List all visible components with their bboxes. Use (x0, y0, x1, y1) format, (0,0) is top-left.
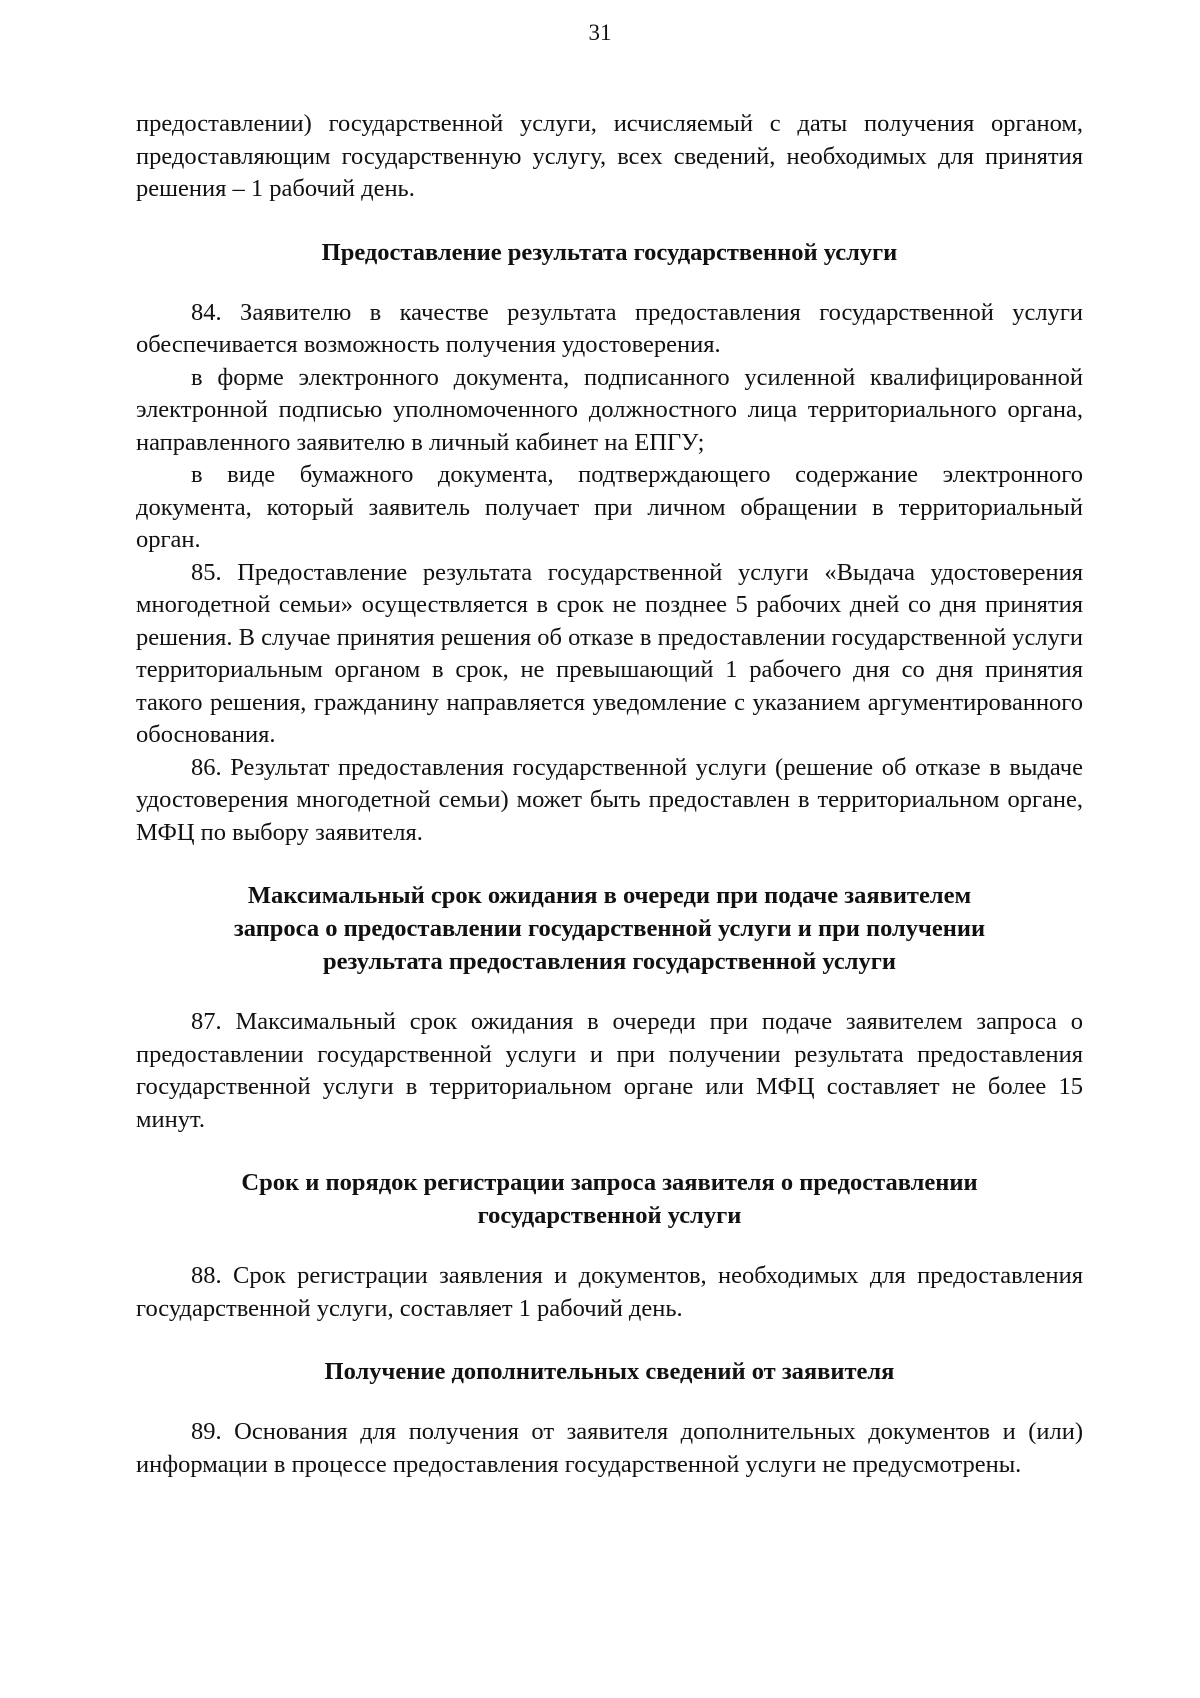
paragraph-87: 87. Максимальный срок ожидания в очереди при подаче заявителем запроса о предоставлении государственной услуги и при получении результата предоставления государственной услуги в территориальном органе или МФЦ составляет не более 15 минут. (136, 1008, 1083, 1133)
section-heading-waiting-line-1: Максимальный срок ожидания в очереди при подаче заявителем (247, 882, 972, 909)
paragraph-84-item-2: в виде бумажного документа, подтверждающего содержание электронного документа, который заявитель получает при личном обращении в территориальный орган. (136, 461, 1083, 553)
section-heading-registration-line-1: Срок и порядок регистрации запроса заявителя о предоставлении (241, 1169, 978, 1196)
page-number: 31 (588, 20, 612, 45)
section-heading-waiting-line-2: запроса о предоставлении государственной услуги и при получении (233, 915, 986, 942)
paragraph-89: 89. Основания для получения от заявителя дополнительных документов и (или) информации в процессе предоставления государственной услуги не предусмотрены. (136, 1418, 1083, 1478)
section-heading-waiting (136, 879, 1083, 978)
section-heading-registration (136, 1166, 1083, 1232)
section-heading-result: Предоставление результата государственной услуги (321, 238, 898, 266)
paragraph-85: 85. Предоставление результата государственной услуги «Выдача удостоверения многодетной семьи» осуществляется в срок не позднее 5 рабочих дней со дня принятия решения. В случае принятия решения об отказе в предоставлении государственной услуги территориальным органом в срок, не превышающий 1 рабочего дня со дня принятия такого решения, гражданину направляется уведомление с указанием аргументированного обоснования. (136, 558, 1083, 748)
paragraph-88: 88. Срок регистрации заявления и документов, необходимых для предоставления государственной услуги, составляет 1 рабочий день. (136, 1262, 1083, 1322)
paragraph-86: 86. Результат предоставления государственной услуги (решение об отказе в выдаче удостоверения многодетной семьи) может быть предоставлен в территориальном органе, МФЦ по выбору заявителя. (136, 753, 1083, 846)
paragraph-84: 84. Заявителю в качестве результата предоставления государственной услуги обеспечивается возможность получения удостоверения. (136, 298, 1083, 358)
section-heading-additional: Получение дополнительных сведений от заявителя (324, 1358, 895, 1385)
document-body (136, 108, 1083, 1481)
intro-paragraph: предоставлении) государственной услуги, исчисляемый с даты получения органом, предоставляющим государственную услугу, всех сведений, необходимых для принятия решения – 1 рабочий день. (136, 110, 1083, 202)
paragraph-84-item-1: в форме электронного документа, подписанного усиленной квалифицированной электронной подписью уполномоченного должностного лица территориального органа, направленного заявителю в личный кабинет на ЕПГУ; (136, 363, 1083, 456)
section-heading-registration-line-2: государственной услуги (477, 1202, 742, 1229)
section-heading-waiting-line-3: результата предоставления государственной услуги (322, 948, 897, 975)
